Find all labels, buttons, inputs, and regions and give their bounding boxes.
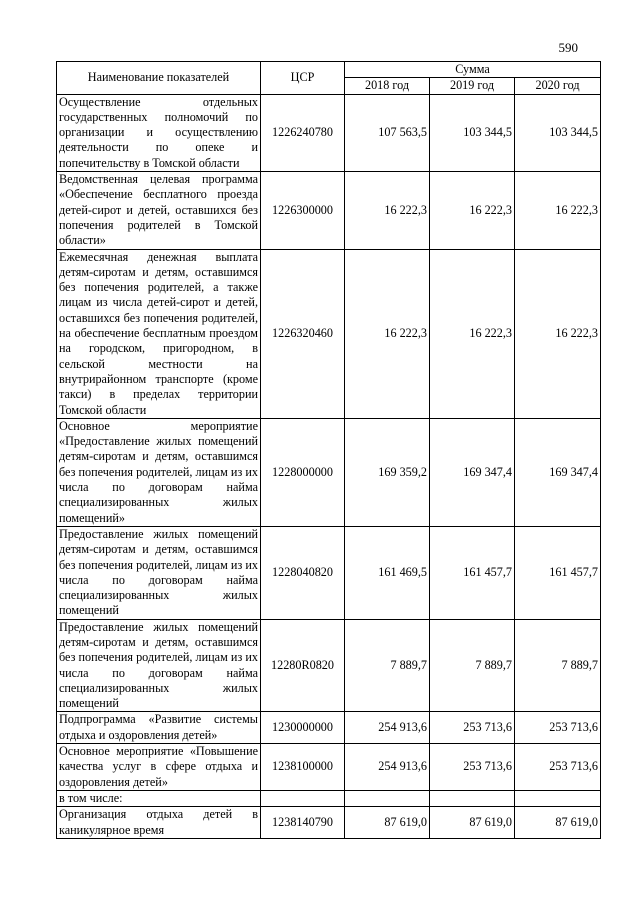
table-row bbox=[57, 249, 601, 418]
row-value-2020 bbox=[515, 790, 601, 806]
row-value-2018: 254 913,6 bbox=[345, 744, 430, 791]
row-csr: 1228040820 bbox=[261, 526, 345, 619]
row-value-2018: 87 619,0 bbox=[345, 807, 430, 839]
page-number: 590 bbox=[558, 40, 578, 55]
table-row bbox=[57, 744, 601, 791]
row-name: Основное мероприятие «Предоставление жилых помещений детям-сиротам и детям, оставшимся без попечения родителей, лицам из их числа по договорам найма специализированных жилых помещений» bbox=[57, 418, 261, 526]
row-csr: 1228000000 bbox=[261, 418, 345, 526]
table-row bbox=[57, 526, 601, 619]
row-value-2018: 107 563,5 bbox=[345, 94, 430, 171]
row-csr: 1226300000 bbox=[261, 172, 345, 249]
row-value-2020: 253 713,6 bbox=[515, 744, 601, 791]
table-row bbox=[57, 807, 601, 839]
row-value-2019: 169 347,4 bbox=[430, 418, 515, 526]
row-value-2018: 7 889,7 bbox=[345, 619, 430, 712]
row-value-2018 bbox=[345, 790, 430, 806]
header-sum: Сумма bbox=[345, 62, 601, 78]
header-name: Наименование показателей bbox=[57, 62, 261, 95]
header-year-2018: 2018 год bbox=[345, 78, 430, 94]
row-csr: 1238100000 bbox=[261, 744, 345, 791]
row-value-2020: 16 222,3 bbox=[515, 249, 601, 418]
row-value-2019: 87 619,0 bbox=[430, 807, 515, 839]
row-value-2019: 103 344,5 bbox=[430, 94, 515, 171]
row-name: Осуществление отдельных государственных полномочий по организации и осуществлению деятельности по опеке и попечительству в Томской области bbox=[57, 94, 261, 171]
row-name: Подпрограмма «Развитие системы отдыха и оздоровления детей» bbox=[57, 712, 261, 744]
table-header bbox=[57, 62, 601, 95]
header-csr: ЦСР bbox=[261, 62, 345, 95]
row-value-2019: 7 889,7 bbox=[430, 619, 515, 712]
row-name: Организация отдыха детей в каникулярное время bbox=[57, 807, 261, 839]
row-value-2019: 253 713,6 bbox=[430, 744, 515, 791]
row-value-2020: 161 457,7 bbox=[515, 526, 601, 619]
row-name: Предоставление жилых помещений детям-сиротам и детям, оставшимся без попечения родителей, лицам из их числа по договорам найма специализированных жилых помещений bbox=[57, 619, 261, 712]
row-value-2020: 7 889,7 bbox=[515, 619, 601, 712]
row-name: Предоставление жилых помещений детям-сиротам и детям, оставшимся без попечения родителей, лицам из их числа по договорам найма специализированных жилых помещений bbox=[57, 526, 261, 619]
row-value-2019: 253 713,6 bbox=[430, 712, 515, 744]
header-year-2020: 2020 год bbox=[515, 78, 601, 94]
row-value-2019: 16 222,3 bbox=[430, 172, 515, 249]
row-csr: 1226240780 bbox=[261, 94, 345, 171]
table-row bbox=[57, 172, 601, 249]
row-value-2018: 16 222,3 bbox=[345, 249, 430, 418]
table-row bbox=[57, 790, 601, 806]
table-row bbox=[57, 712, 601, 744]
row-csr bbox=[261, 790, 345, 806]
row-csr: 1238140790 bbox=[261, 807, 345, 839]
row-value-2018: 169 359,2 bbox=[345, 418, 430, 526]
row-csr: 1226320460 bbox=[261, 249, 345, 418]
row-name: Основное мероприятие «Повышение качества услуг в сфере отдыха и оздоровления детей» bbox=[57, 744, 261, 791]
row-value-2020: 103 344,5 bbox=[515, 94, 601, 171]
row-value-2018: 254 913,6 bbox=[345, 712, 430, 744]
row-name: Ведомственная целевая программа «Обеспечение бесплатного проезда детей-сирот и детей, оставшихся без попечения родителей в Томской области» bbox=[57, 172, 261, 249]
row-name: Ежемесячная денежная выплата детям-сиротам и детям, оставшимся без попечения родителей, а также лицам из числа детей-сирот и детей, оставшихся без попечения родителей, на обеспечение бесплатным проездом на городском, пригородном, в сельской местности на внутрирайонном транспорте (кроме такси) в пределах территории Томской области bbox=[57, 249, 261, 418]
row-value-2019: 161 457,7 bbox=[430, 526, 515, 619]
table-row bbox=[57, 94, 601, 171]
row-csr: 1230000000 bbox=[261, 712, 345, 744]
row-value-2020: 87 619,0 bbox=[515, 807, 601, 839]
row-value-2018: 161 469,5 bbox=[345, 526, 430, 619]
row-value-2020: 253 713,6 bbox=[515, 712, 601, 744]
row-csr: 12280R0820 bbox=[261, 619, 345, 712]
row-value-2019 bbox=[430, 790, 515, 806]
row-value-2020: 169 347,4 bbox=[515, 418, 601, 526]
row-value-2020: 16 222,3 bbox=[515, 172, 601, 249]
table-row bbox=[57, 418, 601, 526]
row-name: в том числе: bbox=[57, 790, 261, 806]
row-value-2019: 16 222,3 bbox=[430, 249, 515, 418]
table-row bbox=[57, 619, 601, 712]
row-value-2018: 16 222,3 bbox=[345, 172, 430, 249]
budget-table bbox=[56, 61, 601, 839]
header-year-2019: 2019 год bbox=[430, 78, 515, 94]
